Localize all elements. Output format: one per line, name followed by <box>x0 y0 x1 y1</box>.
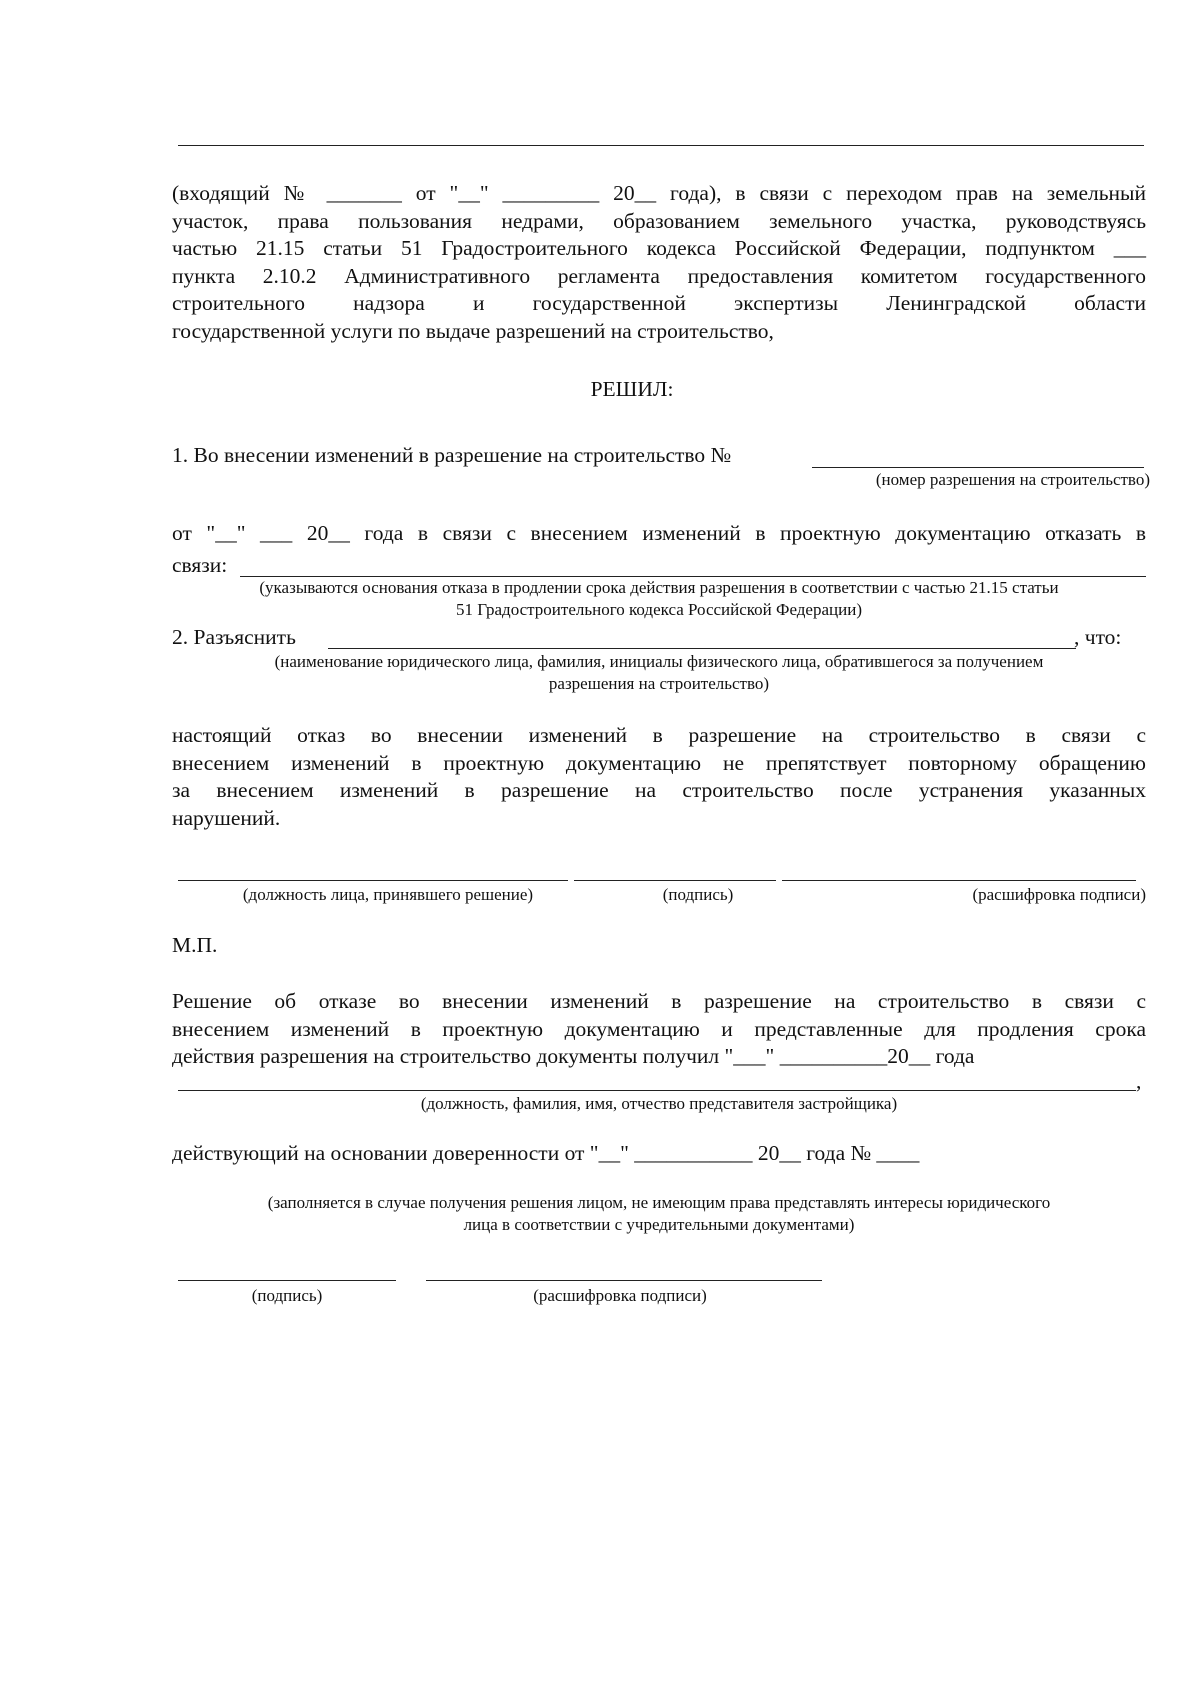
intro-paragraph <box>172 180 1146 345</box>
applicant-caption-a: (наименование юридического лица, фамилия, инициалы физического лица, обратившегося за получением <box>274 652 1044 671</box>
refusal-reason-caption-b: 51 Градостроительного кодекса Российской Федерации) <box>456 600 862 619</box>
stamp-mark: М.П. <box>172 933 218 957</box>
explain-line-4: нарушений. <box>172 805 281 830</box>
received-line-2: внесением изменений в проектную документацию и представленные для продления срока <box>172 1016 1146 1041</box>
proxy-text: действующий на основании доверенности от "__" ___________ 20__ года № ____ <box>172 1141 920 1165</box>
recipient-decoding-line <box>426 1280 822 1281</box>
intro-line-1: (входящий № _______ от "__" _________ 20__ года), в связи с переходом прав на земельный <box>172 181 1146 205</box>
received-line-1: Решение об отказе во внесении изменений в разрешение на строительство в связи с <box>172 989 1146 1013</box>
top-rule <box>178 145 1144 146</box>
intro-line-6: государственной услуги по выдаче разрешений на строительство, <box>172 318 774 343</box>
received-paragraph <box>172 988 1146 1071</box>
intro-line-5: строительного надзора и государственной экспертизы Ленинградской области <box>172 291 1146 315</box>
recipient-decoding-caption: (расшифровка подписи) <box>533 1286 707 1305</box>
permit-number-caption: (номер разрешения на строительство) <box>875 470 1150 489</box>
decision-heading: РЕШИЛ: <box>590 377 674 401</box>
item2-suffix: , что: <box>1074 625 1122 649</box>
official-signature-line <box>574 880 776 881</box>
representative-comma: , <box>1136 1069 1142 1093</box>
item1-line3: связи: <box>172 553 228 577</box>
intro-line-2: участок, права пользования недрами, образованием земельного участка, руководствуясь <box>172 208 1146 233</box>
intro-line-3: частью 21.15 статьи 51 Градостроительного кодекса Российской Федерации, подпунктом ___ <box>172 236 1146 260</box>
representative-line <box>178 1090 1136 1091</box>
official-decoding-line <box>782 880 1136 881</box>
item2-text: 2. Разъяснить <box>172 625 296 649</box>
received-line-3: действия разрешения на строительство документы получил "___" __________20__ года <box>172 1044 975 1068</box>
explain-line-3: за внесением изменений в разрешение на строительство после устранения указанных <box>172 778 1146 802</box>
recipient-signature-line <box>178 1280 396 1281</box>
proxy-caption-b: лица в соответствии с учредительными документами) <box>463 1215 855 1234</box>
applicant-line <box>328 648 1076 649</box>
explain-line-2: внесением изменений в проектную документацию не препятствует повторному обращению <box>172 750 1146 775</box>
intro-line-4: пункта 2.10.2 Административного регламента предоставления комитетом государственного <box>172 263 1146 288</box>
explanation-paragraph <box>172 722 1146 832</box>
refusal-reason-caption-a: (указываются основания отказа в продлении срока действия разрешения в соответствии с частью 21.15 статьи <box>259 578 1059 597</box>
official-decoding-caption: (расшифровка подписи) <box>972 885 1146 904</box>
official-signature-caption: (подпись) <box>662 885 734 904</box>
applicant-caption-b: разрешения на строительство) <box>548 674 770 693</box>
representative-caption: (должность, фамилия, имя, отчество представителя застройщика) <box>420 1094 898 1113</box>
official-position-caption: (должность лица, принявшего решение) <box>242 885 534 904</box>
item1-text: 1. Во внесении изменений в разрешение на строительство № <box>172 443 732 467</box>
item1-line2: от "__" ___ 20__ года в связи с внесением изменений в проектную документацию отказать в <box>172 521 1146 545</box>
proxy-caption-a: (заполняется в случае получения решения лицом, не имеющим права представлять интересы юридического <box>267 1193 1051 1212</box>
explain-line-1: настоящий отказ во внесении изменений в разрешение на строительство в связи с <box>172 723 1146 747</box>
recipient-signature-caption: (подпись) <box>251 1286 323 1305</box>
permit-number-line <box>812 467 1144 468</box>
official-position-line <box>178 880 568 881</box>
